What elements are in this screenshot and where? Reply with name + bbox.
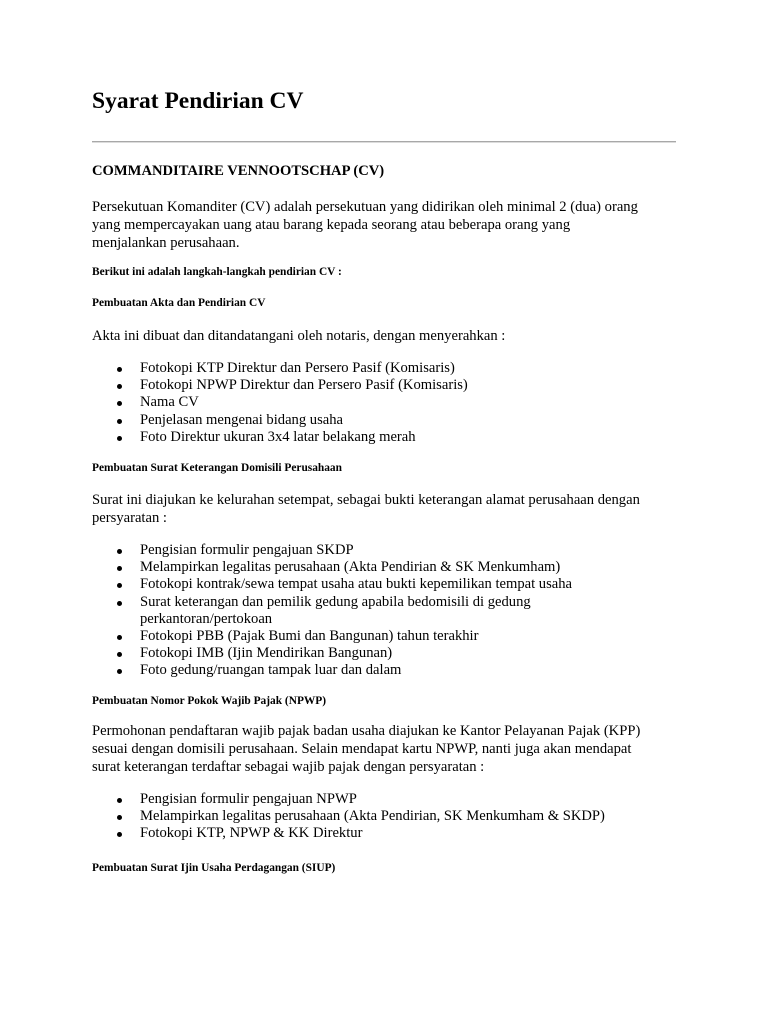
section-heading-akta: Pembuatan Akta dan Pendirian CV	[92, 297, 266, 309]
list-item: Nama CV	[92, 394, 692, 411]
paragraph-line: menjalankan perusahaan.	[92, 235, 240, 251]
list-item: Fotokopi KTP Direktur dan Persero Pasif (Komisaris)	[92, 360, 692, 377]
section-paragraph-domisili	[92, 491, 692, 527]
section-heading-domisili: Pembuatan Surat Keterangan Domisili Perusahaan	[92, 462, 342, 474]
paragraph-line: Persekutuan Komanditer (CV) adalah persekutuan yang didirikan oleh minimal 2 (dua) orang	[92, 199, 638, 215]
requirements-list-npwp	[92, 791, 692, 843]
paragraph-line: sesuai dengan domisili perusahaan. Selain mendapat kartu NPWP, nanti juga akan mendapat	[92, 741, 632, 757]
list-item: Penjelasan mengenai bidang usaha	[92, 412, 692, 429]
list-item: Fotokopi NPWP Direktur dan Persero Pasif (Komisaris)	[92, 377, 692, 394]
list-item: Melampirkan legalitas perusahaan (Akta Pendirian & SK Menkumham)	[92, 559, 692, 576]
section-heading-npwp: Pembuatan Nomor Pokok Wajib Pajak (NPWP)	[92, 695, 327, 707]
horizontal-rule	[92, 141, 676, 143]
list-item: Melampirkan legalitas perusahaan (Akta Pendirian, SK Menkumham & SKDP)	[92, 808, 692, 825]
requirements-list-akta	[92, 360, 692, 446]
list-item: Fotokopi kontrak/sewa tempat usaha atau bukti kepemilikan tempat usaha	[92, 576, 692, 593]
list-item: Pengisian formulir pengajuan SKDP	[92, 542, 692, 559]
list-item: Fotokopi PBB (Pajak Bumi dan Bangunan) tahun terakhir	[92, 628, 692, 645]
paragraph-line: Surat ini diajukan ke kelurahan setempat, sebagai bukti keterangan alamat perusahaan dengan	[92, 492, 640, 508]
requirements-list-domisili	[92, 542, 692, 680]
paragraph-line: yang mempercayakan uang atau barang kepada seorang atau beberapa orang yang	[92, 217, 571, 233]
list-item: Surat keterangan dan pemilik gedung apabila bedomisili di gedung perkantoran/pertokoan	[92, 594, 692, 628]
paragraph-line: Permohonan pendaftaran wajib pajak badan usaha diajukan ke Kantor Pelayanan Pajak (KPP)	[92, 723, 641, 739]
paragraph-line: Akta ini dibuat dan ditandatangani oleh notaris, dengan menyerahkan :	[92, 328, 506, 344]
paragraph-line: persyaratan :	[92, 510, 167, 526]
list-item: Fotokopi KTP, NPWP & KK Direktur	[92, 825, 692, 842]
page-title: Syarat Pendirian CV	[92, 88, 304, 114]
paragraph-line: surat keterangan terdaftar sebagai wajib pajak dengan persyaratan :	[92, 759, 485, 775]
section-paragraph-akta	[92, 327, 692, 345]
main-heading: COMMANDITAIRE VENNOOTSCHAP (CV)	[92, 163, 385, 179]
section-paragraph-npwp	[92, 722, 692, 776]
intro-paragraph	[92, 198, 692, 252]
list-item: Foto Direktur ukuran 3x4 latar belakang merah	[92, 429, 692, 446]
list-item: Fotokopi IMB (Ijin Mendirikan Bangunan)	[92, 645, 692, 662]
list-item: Foto gedung/ruangan tampak luar dan dalam	[92, 662, 692, 679]
list-item: Pengisian formulir pengajuan NPWP	[92, 791, 692, 808]
section-heading-siup: Pembuatan Surat Ijin Usaha Perdagangan (SIUP)	[92, 862, 336, 874]
steps-intro: Berikut ini adalah langkah-langkah pendirian CV :	[92, 266, 342, 278]
